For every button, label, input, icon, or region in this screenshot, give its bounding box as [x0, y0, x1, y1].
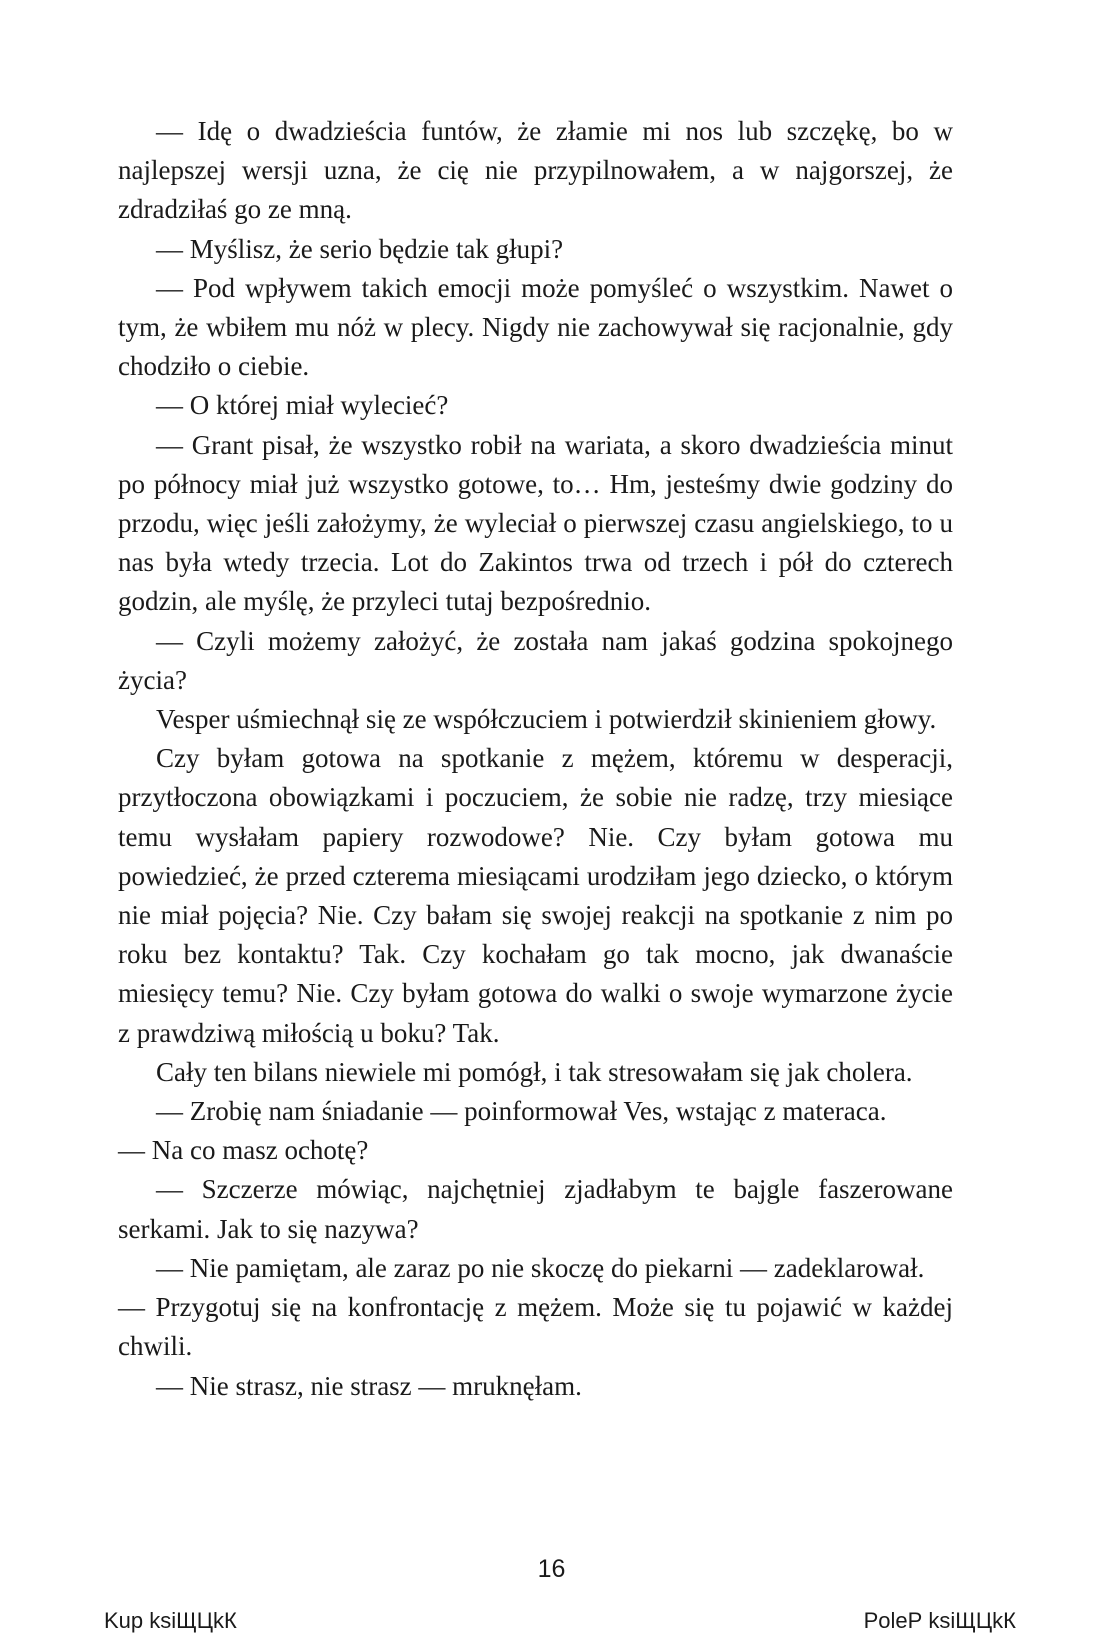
- paragraph-13: — Nie pamiętam, ale zaraz po nie skoczę do piekarni — zadeklarował.: [156, 1252, 925, 1283]
- paragraph-3: — Pod wpływem takich emocji może pomyśleć o wszystkim. Nawet o tym, że wbiłem mu nóż w plecy. Nigdy nie zachowywał się racjonalnie, gdy chodziło o ciebie.: [118, 272, 953, 382]
- page-number: 16: [537, 1555, 566, 1583]
- paragraph-4: — O której miał wylecieć?: [156, 390, 449, 421]
- paragraph-9: Cały ten bilans niewiele mi pomógł, i tak stresowałam się jak cholera.: [156, 1056, 913, 1087]
- paragraph-10: — Zrobię nam śniadanie — poinformował Ves, wstając z materaca.: [156, 1096, 887, 1127]
- paragraph-8: Czy byłam gotowa na spotkanie z mężem, któremu w desperacji, przytłoczona obowiązkami i poczuciem, że sobie nie radzę, trzy miesiące temu wysłałam papiery rozwodowe? Nie. Czy byłam gotowa mu powiedzieć, że przed czterema miesiącami urodziłam jego dziecko, o którym nie miał pojęcia? Nie. Czy bałam się swojej reakcji na spotkanie z nim po roku bez kontaktu? Tak. Czy kochałam go tak mocno, jak dwanaście miesięcy temu? Nie. Czy byłam gotowa do walki o swoje wymarzone życie z prawdziwą miłością u boku? Tak.: [118, 743, 953, 1048]
- paragraph-14: — Przygotuj się na konfrontację z mężem. Może się tu pojawić w każdej chwili.: [118, 1292, 953, 1362]
- paragraph-15: — Nie strasz, nie strasz — mruknęłam.: [156, 1370, 582, 1401]
- paragraph-6: — Czyli możemy założyć, że została nam jakaś godzina spokojnego życia?: [118, 625, 953, 695]
- paragraph-11: — Na co masz ochotę?: [118, 1135, 369, 1166]
- paragraph-1: — Idę o dwadzieścia funtów, że złamie mi nos lub szczękę, bo w najlepszej wersji uzna, że cię nie przypilnowałem, a w najgorszej, że zdradziłaś go ze mną.: [118, 116, 953, 225]
- paragraph-12: — Szczerze mówiąc, najchętniej zjadłabym te bajgle faszerowane serkami. Jak to się nazywa?: [118, 1174, 953, 1244]
- paragraph-2: — Myślisz, że serio będzie tak głupi?: [156, 233, 564, 264]
- body-text: [118, 112, 953, 1406]
- footer-recommend-link[interactable]: PoleР ksiЩЦkК: [863, 1608, 1016, 1633]
- paragraph-5: — Grant pisał, że wszystko robił na wariata, a skoro dwadzieścia minut po północy miał już wszystko gotowe, to… Hm, jesteśmy dwie godziny do przodu, więc jeśli założymy, że wyleciał o pierwszej czasu angielskiego, to u nas była wtedy trzecia. Lot do Zakintos trwa od trzech i pół do czterech godzin, ale myślę, że przyleci tutaj bezpośrednio.: [118, 429, 953, 617]
- paragraph-7: Vesper uśmiechnął się ze współczuciem i potwierdził skinieniem głowy.: [156, 704, 937, 735]
- footer-buy-link[interactable]: Kup ksiЩЦkК: [104, 1608, 237, 1633]
